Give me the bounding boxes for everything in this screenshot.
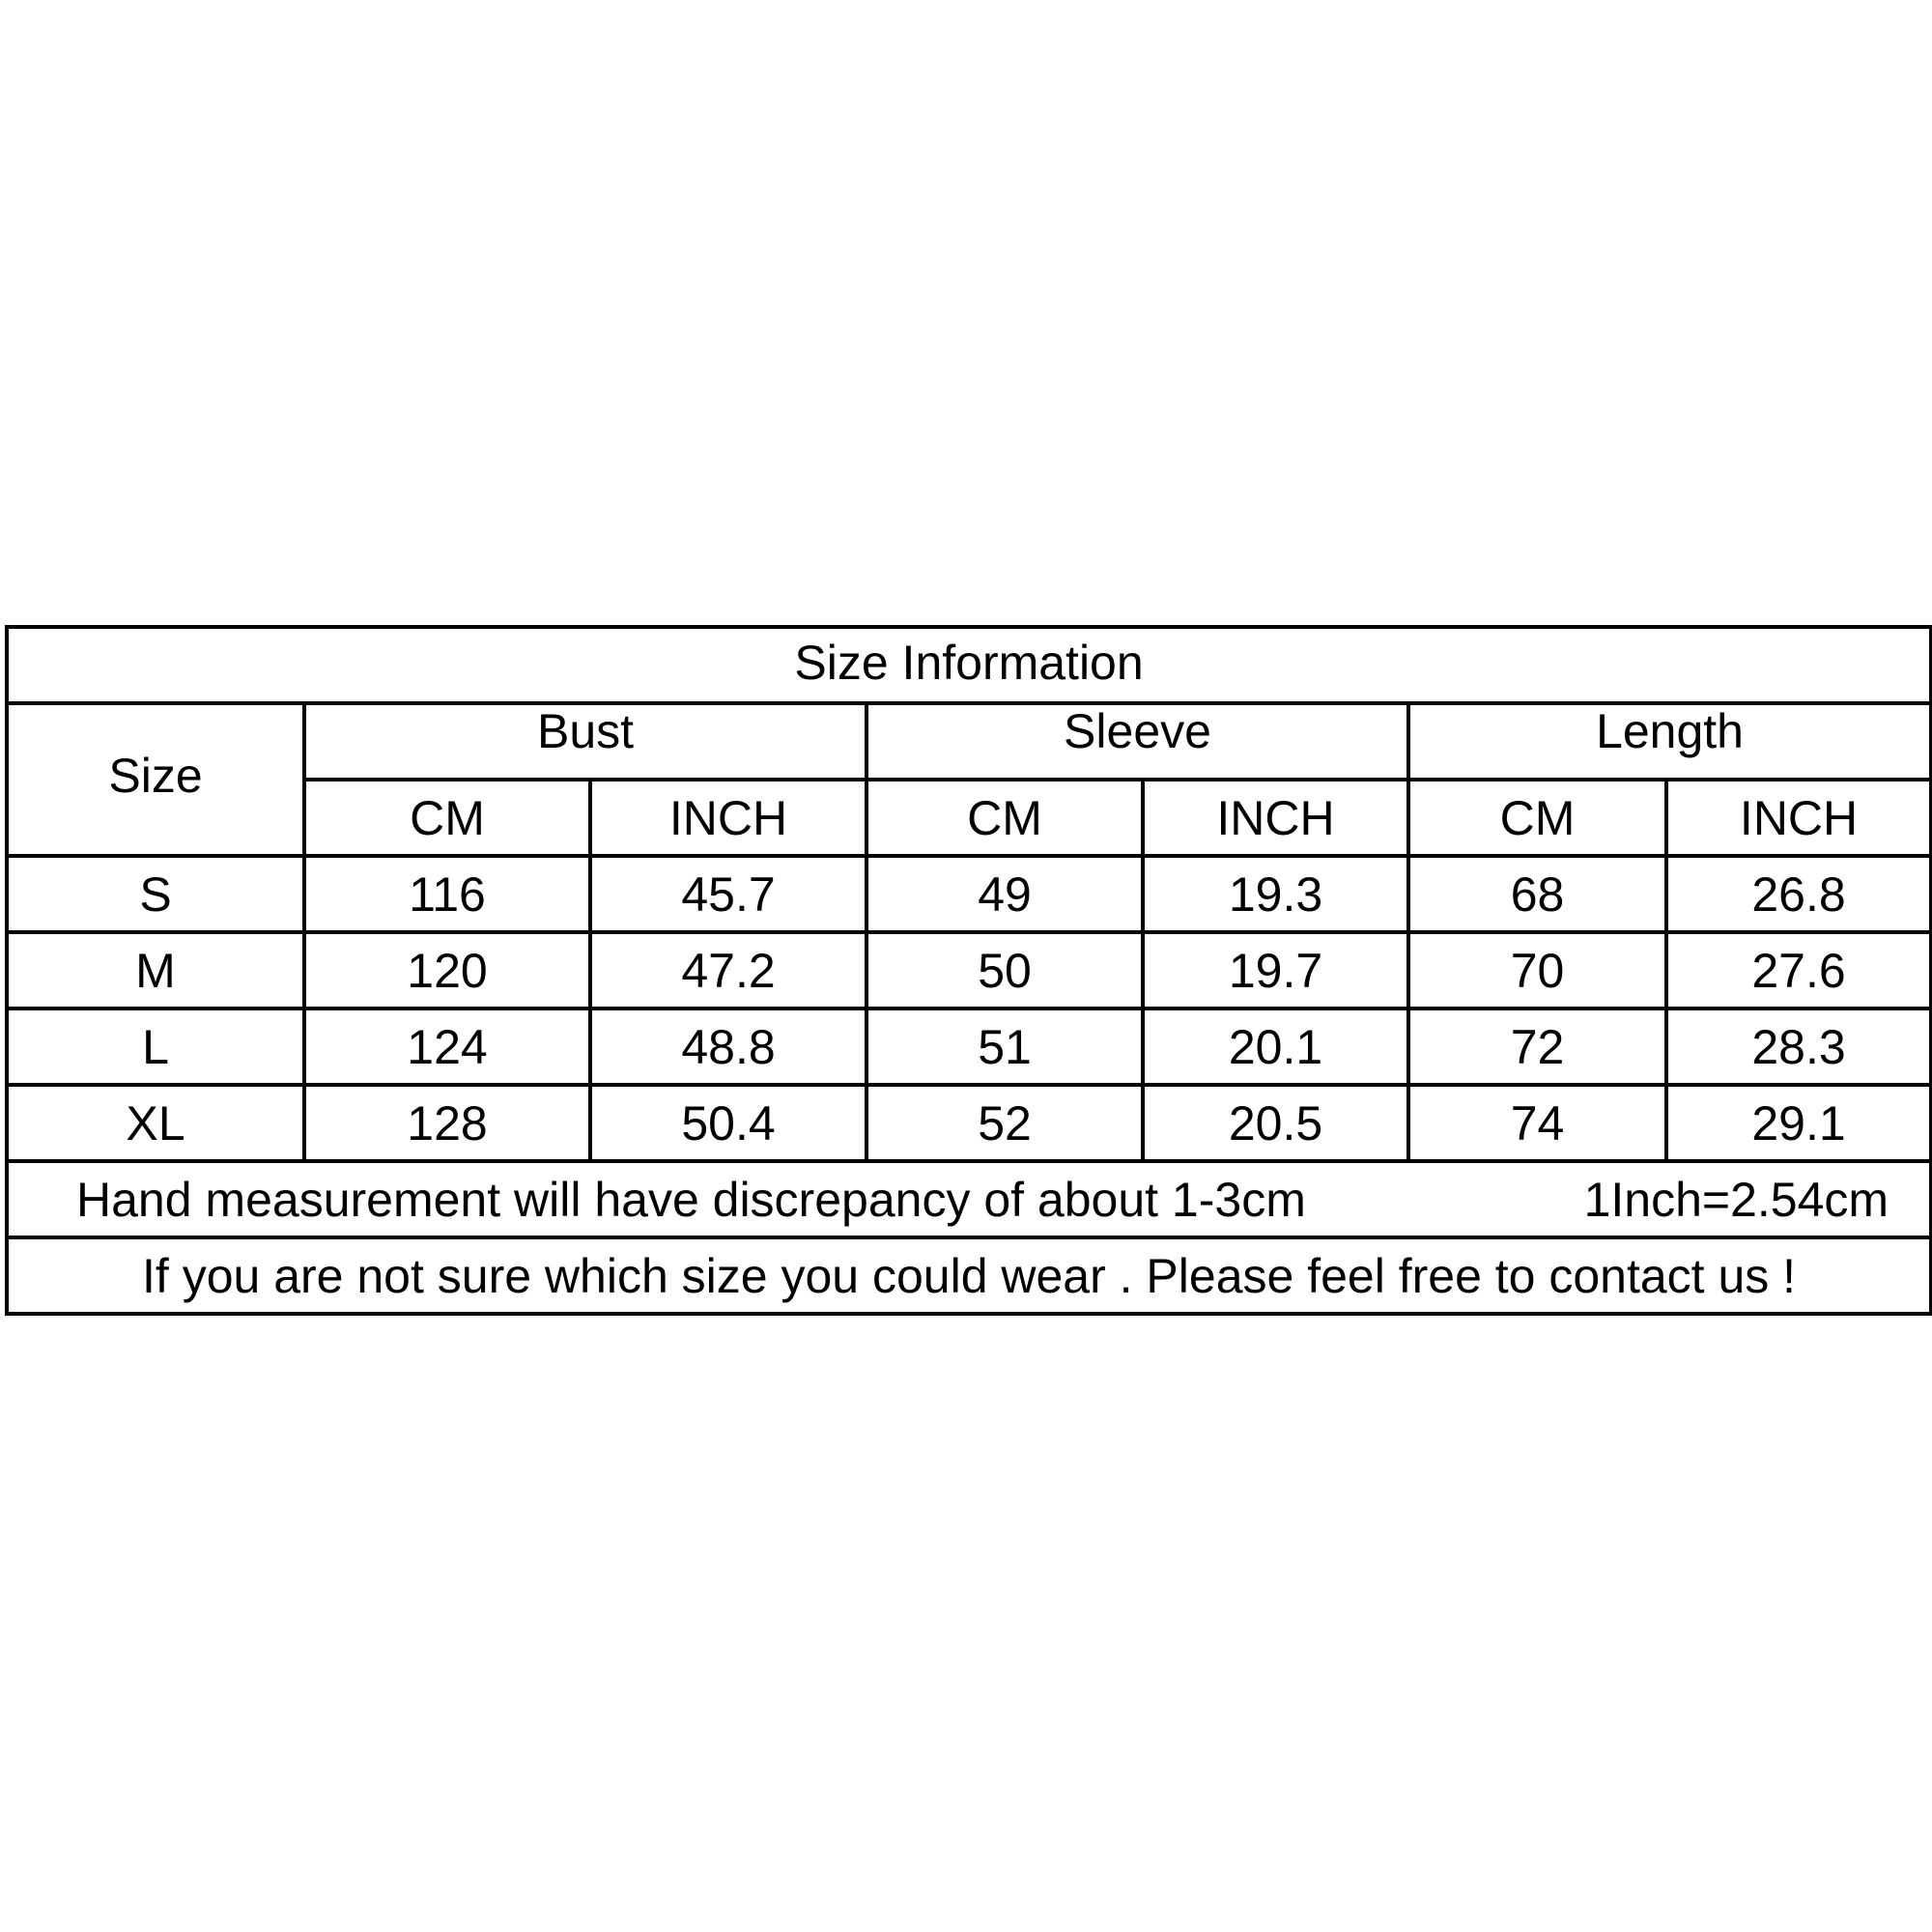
bust-inch-cell: 50.4 bbox=[590, 1085, 867, 1161]
sleeve-inch-cell: 20.1 bbox=[1143, 1009, 1408, 1085]
length-inch-cell: 27.6 bbox=[1666, 932, 1931, 1009]
bust-inch-cell: 48.8 bbox=[590, 1009, 867, 1085]
bust-cm-cell: 116 bbox=[304, 856, 590, 932]
sleeve-inch-cell: 19.3 bbox=[1143, 856, 1408, 932]
size-label: XL bbox=[7, 1085, 304, 1161]
group-header-row bbox=[7, 703, 1931, 780]
sleeve-cm-cell: 49 bbox=[867, 856, 1143, 932]
size-label: M bbox=[7, 932, 304, 1009]
size-label: S bbox=[7, 856, 304, 932]
length-inch-cell: 29.1 bbox=[1666, 1085, 1931, 1161]
bust-inch-cell: 45.7 bbox=[590, 856, 867, 932]
length-group-header: Length bbox=[1408, 703, 1931, 780]
table-title: Size Information bbox=[7, 627, 1931, 703]
bust-cm-cell: 124 bbox=[304, 1009, 590, 1085]
length-cm-cell: 70 bbox=[1408, 932, 1666, 1009]
length-cm-cell: 72 bbox=[1408, 1009, 1666, 1085]
bust-cm-cell: 120 bbox=[304, 932, 590, 1009]
length-cm-cell: 74 bbox=[1408, 1085, 1666, 1161]
length-cm-header: CM bbox=[1408, 780, 1666, 856]
table-row bbox=[7, 932, 1931, 1009]
length-inch-cell: 26.8 bbox=[1666, 856, 1931, 932]
bust-cm-cell: 128 bbox=[304, 1085, 590, 1161]
footer-row bbox=[7, 1237, 1931, 1314]
title-row bbox=[7, 627, 1931, 703]
inch-conversion-note: 1Inch=2.54cm bbox=[1583, 1172, 1889, 1227]
size-chart-table bbox=[5, 625, 1932, 1316]
table-row bbox=[7, 1085, 1931, 1161]
sleeve-cm-cell: 51 bbox=[867, 1009, 1143, 1085]
bust-cm-header: CM bbox=[304, 780, 590, 856]
measurement-note-cell bbox=[7, 1161, 1931, 1237]
length-cm-cell: 68 bbox=[1408, 856, 1666, 932]
bust-inch-header: INCH bbox=[590, 780, 867, 856]
bust-group-header: Bust bbox=[304, 703, 867, 780]
sleeve-cm-cell: 52 bbox=[867, 1085, 1143, 1161]
sleeve-inch-header: INCH bbox=[1143, 780, 1408, 856]
table-row bbox=[7, 856, 1931, 932]
sleeve-cm-header: CM bbox=[867, 780, 1143, 856]
sleeve-cm-cell: 50 bbox=[867, 932, 1143, 1009]
measurement-discrepancy-note: Hand measurement will have discrepancy of about 1-3cm bbox=[76, 1172, 1306, 1227]
sleeve-inch-cell: 19.7 bbox=[1143, 932, 1408, 1009]
contact-note: If you are not sure which size you could wear . Please feel free to contact us ! bbox=[7, 1237, 1931, 1314]
size-column-header: Size bbox=[7, 703, 304, 856]
note-row bbox=[7, 1161, 1931, 1237]
bust-inch-cell: 47.2 bbox=[590, 932, 867, 1009]
size-label: L bbox=[7, 1009, 304, 1085]
sleeve-inch-cell: 20.5 bbox=[1143, 1085, 1408, 1161]
table-row bbox=[7, 1009, 1931, 1085]
length-inch-header: INCH bbox=[1666, 780, 1931, 856]
sleeve-group-header: Sleeve bbox=[867, 703, 1408, 780]
length-inch-cell: 28.3 bbox=[1666, 1009, 1931, 1085]
